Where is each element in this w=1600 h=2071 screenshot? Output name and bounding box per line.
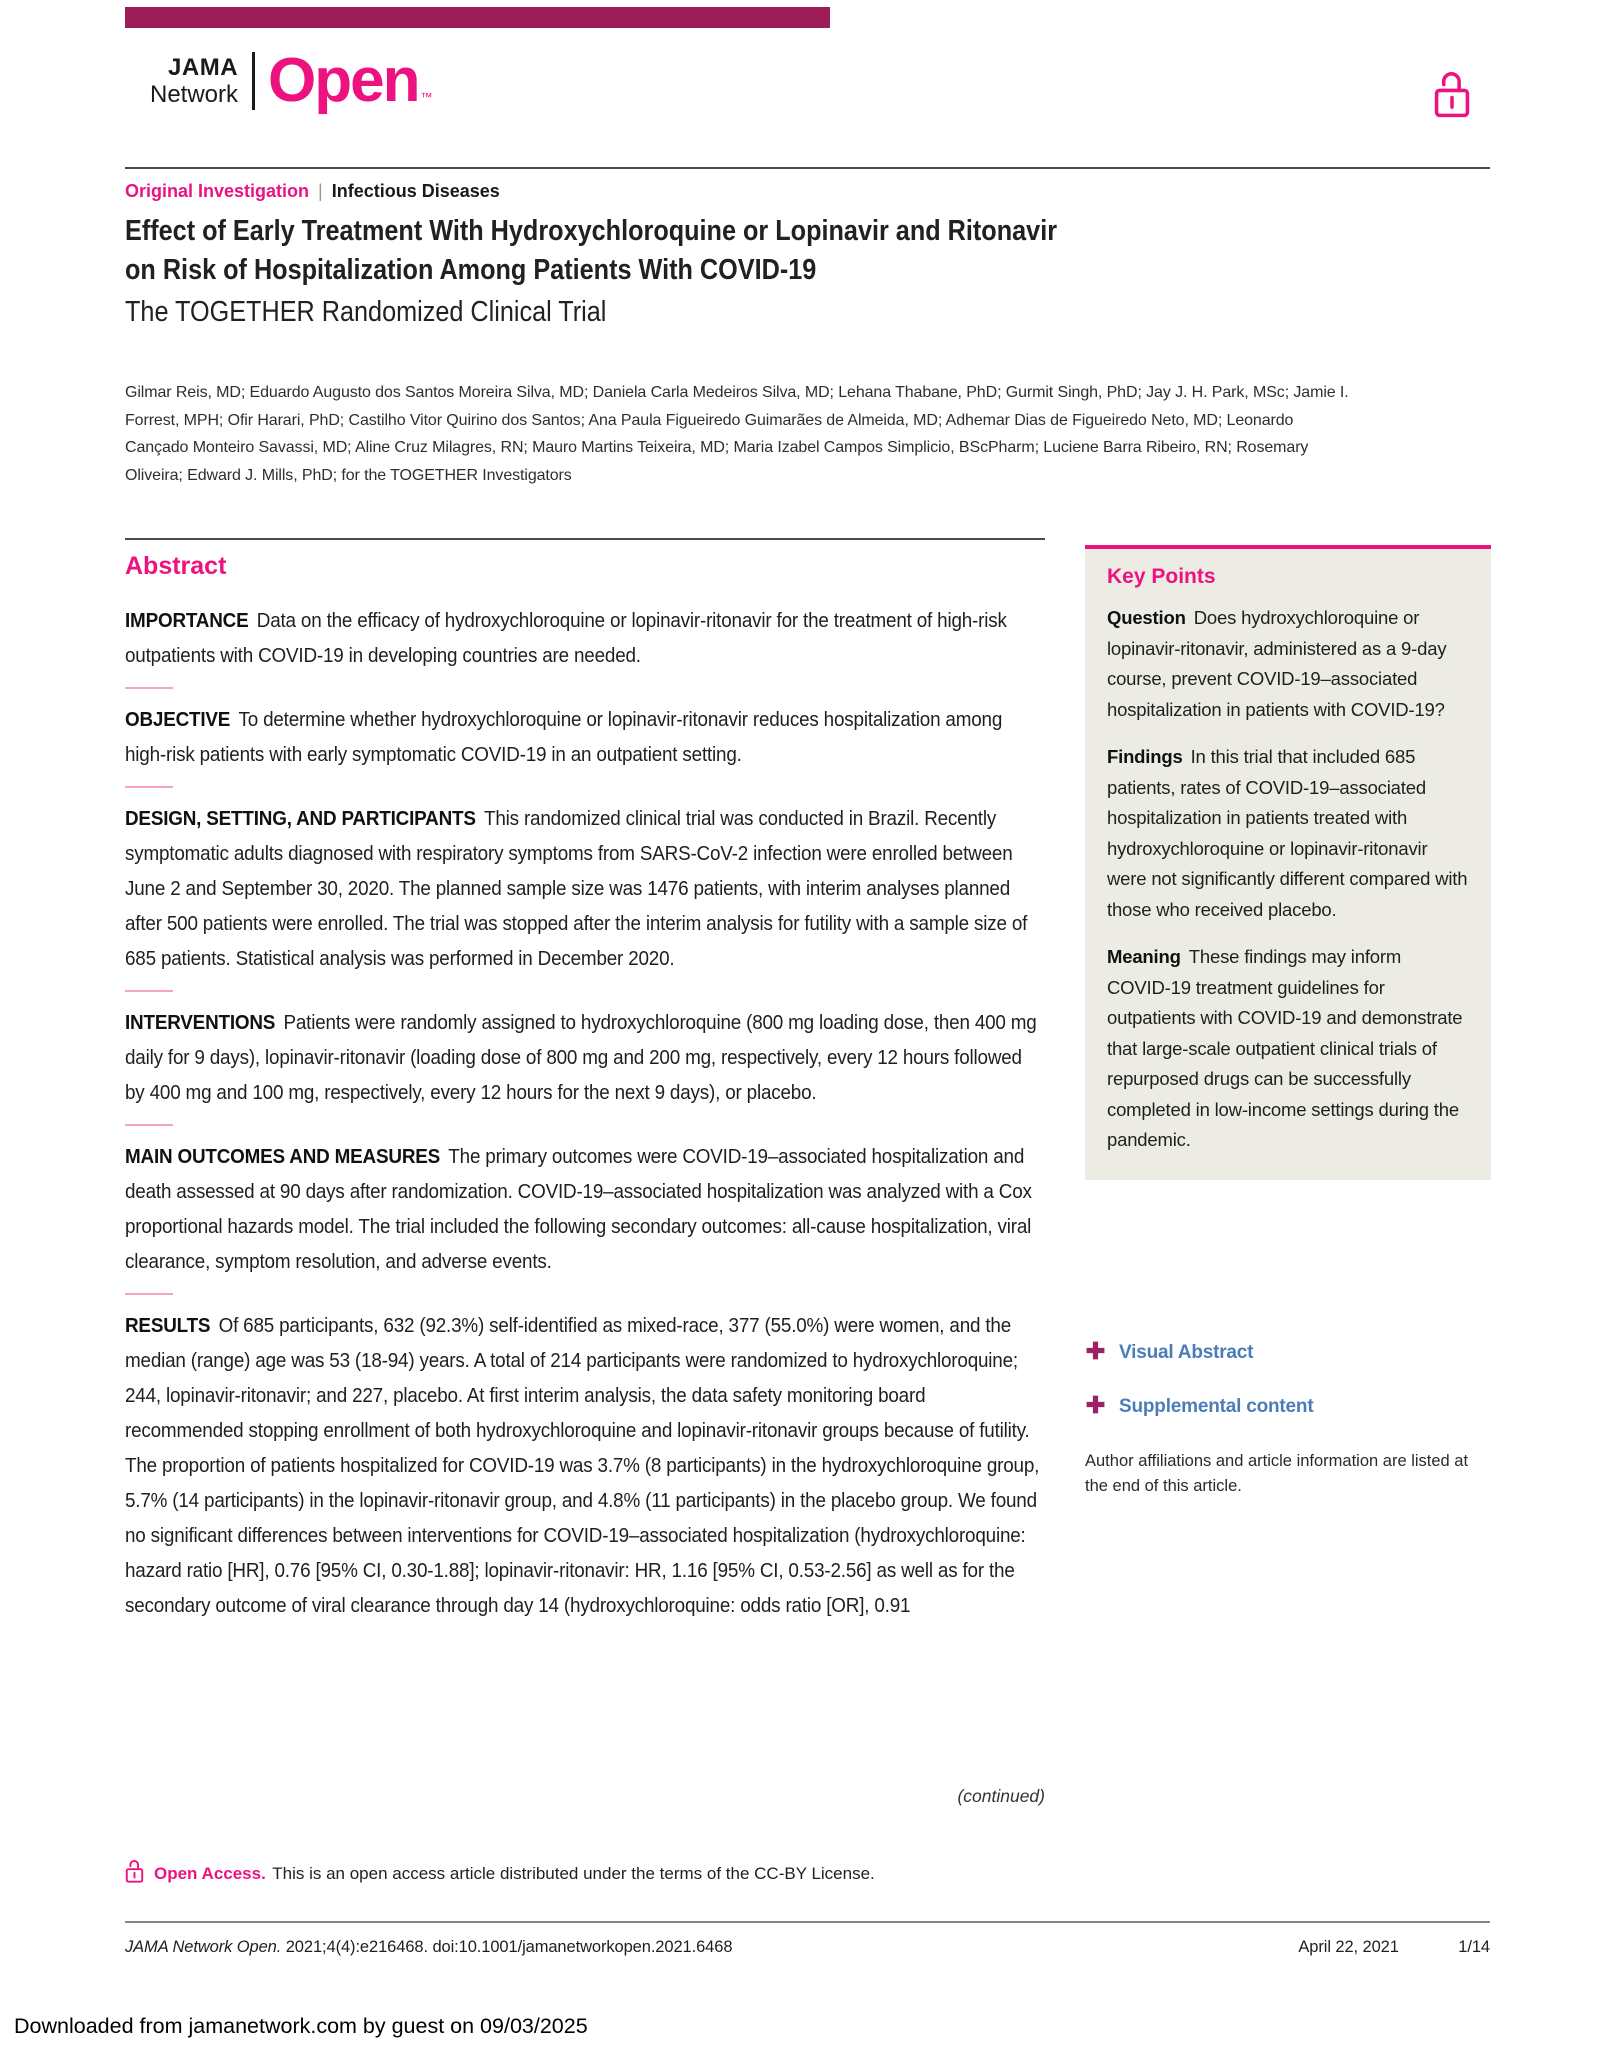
open-access-statement	[125, 1858, 875, 1889]
category-label: Original Investigation	[125, 181, 310, 201]
visual-abstract-link[interactable]	[1085, 1340, 1253, 1366]
key-point-text: In this trial that included 685 patients, rates of COVID-19–associated hospitalization in patients treated with hydroxychloroquine or lopinavir-ritonavir were not significantly different compared with those who received placebo.	[1107, 746, 1468, 920]
open-access-label: Open Access.	[154, 1863, 266, 1883]
title-line-2: on Risk of Hospitalization Among Patients With COVID-19	[125, 254, 817, 286]
page-footer	[125, 1938, 1490, 1957]
section-label: MAIN OUTCOMES AND MEASURES	[125, 1145, 441, 1168]
abstract-column	[125, 538, 1045, 1623]
abstract-section-results	[125, 1308, 1045, 1623]
brand-top-bar	[125, 7, 830, 28]
section-text: Data on the efficacy of hydroxychloroquine or lopinavir-ritonavir for the treatment of high-risk outpatients with COVID-19 in developing countries are needed.	[125, 609, 1007, 667]
section-text: To determine whether hydroxychloroquine or lopinavir-ritonavir reduces hospitalization among high-risk patients with early symptomatic COVID-19 in an outpatient setting.	[125, 708, 1003, 766]
category-separator: |	[318, 181, 323, 201]
article-category-line	[125, 181, 500, 202]
journal-name: JAMA Network Open.	[125, 1938, 282, 1956]
author-byline: Gilmar Reis, MD; Eduardo Augusto dos Santos Moreira Silva, MD; Daniela Carla Medeiros Silva, MD; Lehana Thabane, PhD; Gurmit Singh, PhD; Jay J. H. Park, MSc; Jamie I. Forrest, MPH; Ofir Harari, PhD; Castilho Vitor Quirino dos Santos; Ana Paula Figueiredo Guimarães de Almeida, MD; Adhemar Dias de Figueiredo Neto, MD; Leonardo Cançado Monteiro Savassi, MD; Aline Cruz Milagres, RN; Mauro Martins Teixeira, MD; Maria Izabel Campos Simplicio, BScPharm; Luciene Barra Ribeiro, RN; Rosemary Oliveira; Edward J. Mills, PhD; for the TOGETHER Investigators	[125, 384, 1349, 484]
plus-icon	[1085, 1340, 1106, 1366]
article-title	[125, 212, 1057, 332]
section-label: INTERVENTIONS	[125, 1011, 276, 1034]
logo-divider	[252, 52, 255, 110]
abstract-section-interventions	[125, 1005, 1045, 1110]
key-points-meaning	[1107, 942, 1469, 1156]
citation-text: 2021;4(4):e216468. doi:10.1001/jamanetworkopen.2021.6468	[285, 1938, 733, 1956]
key-point-label: Findings	[1107, 746, 1183, 767]
key-points-findings	[1107, 742, 1469, 925]
abstract-top-rule	[125, 538, 1045, 540]
logo-jama-text: JAMA	[168, 53, 239, 81]
open-access-small-lock-icon	[125, 1858, 144, 1889]
key-point-text: These findings may inform COVID-19 treatment guidelines for outpatients with COVID-19 and demonstrate that large-scale outpatient clinical trials of repurposed drugs can be successfully completed in low-income settings during the pandemic.	[1107, 946, 1463, 1150]
section-text: Patients were randomly assigned to hydroxychloroquine (800 mg loading dose, then 400 mg daily for 9 days), lopinavir-ritonavir (loading dose of 800 mg and 200 mg, respectively, every 12 hours followed by 400 mg and 100 mg, respectively, every 12 hours for the next 9 days), or placebo.	[125, 1011, 1037, 1104]
section-divider	[125, 687, 173, 689]
article-subtitle: The TOGETHER Randomized Clinical Trial	[125, 296, 607, 328]
download-provenance-note: Downloaded from jamanetwork.com by guest on 09/03/2025	[14, 2014, 588, 2038]
key-point-text: Does hydroxychloroquine or lopinavir-ritonavir, administered as a 9-day course, prevent COVID-19–associated hospitalization in patients with COVID-19?	[1107, 607, 1447, 720]
masthead-divider-rule	[125, 167, 1490, 169]
key-points-question	[1107, 603, 1469, 725]
logo-open-word: Open	[268, 46, 419, 116]
key-point-label: Question	[1107, 607, 1186, 628]
page-number: 1/14	[1458, 1938, 1490, 1956]
abstract-section-design	[125, 801, 1045, 976]
visual-abstract-label: Visual Abstract	[1119, 1342, 1254, 1363]
abstract-section-outcomes	[125, 1139, 1045, 1279]
key-points-box	[1085, 545, 1491, 1180]
supplemental-content-link[interactable]	[1085, 1394, 1313, 1420]
logo-open-text	[268, 46, 433, 116]
section-text: The primary outcomes were COVID-19–associated hospitalization and death assessed at 90 days after randomization. COVID-19–associated hospitalization was analyzed with a Cox proportional hazards model. The trial included the following secondary outcomes: all-cause hospitalization, viral clearance, symptom resolution, and adverse events.	[125, 1145, 1032, 1273]
logo-brand-names	[150, 53, 239, 108]
jama-network-open-logo	[150, 46, 433, 116]
section-label: OBJECTIVE	[125, 708, 231, 731]
open-access-lock-icon	[1433, 68, 1471, 125]
section-label: RESULTS	[125, 1314, 211, 1337]
abstract-section-importance	[125, 603, 1045, 673]
abstract-heading: Abstract	[125, 552, 227, 580]
plus-icon	[1085, 1394, 1106, 1420]
affiliations-note: Author affiliations and article information are listed at the end of this article.	[1085, 1452, 1469, 1495]
section-divider	[125, 786, 173, 788]
section-label: DESIGN, SETTING, AND PARTICIPANTS	[125, 807, 476, 830]
section-divider	[125, 990, 173, 992]
key-point-label: Meaning	[1107, 946, 1181, 967]
footer-right	[1298, 1938, 1490, 1957]
section-text: This randomized clinical trial was conducted in Brazil. Recently symptomatic adults diagnosed with respiratory symptoms from SARS-CoV-2 infection were enrolled between June 2 and September 30, 2020. The planned sample size was 1476 patients, with interim analyses planned after 500 patients were enrolled. The trial was stopped after the interim analysis for futility with a sample size of 685 patients. Statistical analysis was performed in December 2020.	[125, 807, 1028, 970]
citation-line	[125, 1938, 732, 1957]
continued-note: (continued)	[957, 1786, 1045, 1806]
section-text: Of 685 participants, 632 (92.3%) self-identified as mixed-race, 377 (55.0%) were women, and the median (range) age was 53 (18-94) years. A total of 214 participants were randomized to hydroxychloroquine; 244, lopinavir-ritonavir; and 227, placebo. At first interim analysis, the data safety monitoring board recommended stopping enrollment of both hydroxychloroquine and lopinavir-ritonavir groups because of futility. The proportion of patients hospitalized for COVID-19 was 3.7% (8 participants) in the hydroxychloroquine group, 5.7% (14 participants) in the lopinavir-ritonavir group, and 4.8% (11 participants) in the placebo group. We found no significant differences between interventions for COVID-19–associated hospitalization (hydroxychloroquine: hazard ratio [HR], 0.76 [95% CI, 0.30-1.88]; lopinavir-ritonavir: HR, 1.16 [95% CI, 0.53-2.56] as well as for the secondary outcome of viral clearance through day 14 (hydroxychloroquine: odds ratio [OR], 0.91	[125, 1314, 1040, 1617]
category-section: Infectious Diseases	[331, 181, 500, 201]
open-access-text	[154, 1864, 875, 1884]
key-points-heading: Key Points	[1107, 565, 1216, 588]
abstract-section-objective	[125, 702, 1045, 772]
publication-date: April 22, 2021	[1298, 1938, 1399, 1956]
trademark-symbol: ™	[420, 90, 433, 105]
title-line-1: Effect of Early Treatment With Hydroxychloroquine or Lopinavir and Ritonavir	[125, 215, 1058, 247]
section-label: IMPORTANCE	[125, 609, 249, 632]
section-divider	[125, 1293, 173, 1295]
open-access-body: This is an open access article distributed under the terms of the CC-BY License.	[272, 1863, 875, 1883]
footer-rule	[125, 1921, 1490, 1923]
logo-network-text: Network	[150, 80, 239, 108]
section-divider	[125, 1124, 173, 1126]
supplemental-content-label: Supplemental content	[1119, 1396, 1314, 1417]
